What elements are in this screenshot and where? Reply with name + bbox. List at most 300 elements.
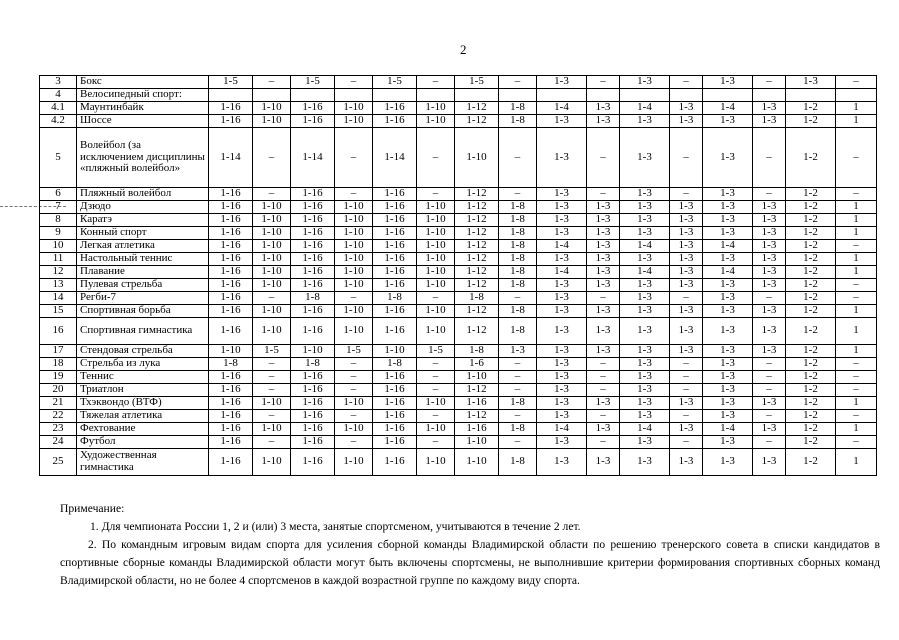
table-row (40, 436, 877, 449)
value-cell: – (836, 128, 877, 188)
value-cell: 1-2 (786, 449, 836, 476)
value-cell: 1-3 (537, 292, 587, 305)
value-cell: – (670, 371, 703, 384)
value-cell: 1-3 (537, 436, 587, 449)
value-cell: 1-3 (670, 240, 703, 253)
value-cell: – (670, 292, 703, 305)
value-cell: 1-3 (587, 253, 620, 266)
value-cell: 1-3 (786, 76, 836, 89)
value-cell: 1-16 (209, 115, 253, 128)
value-cell: 1-4 (703, 102, 753, 115)
value-cell: 1-3 (620, 345, 670, 358)
sport-name-cell: Стендовая стрельба (77, 345, 209, 358)
value-cell: 1-16 (291, 384, 335, 397)
value-cell: 1-3 (537, 201, 587, 214)
value-cell: 1-10 (335, 227, 373, 240)
value-cell: 1-8 (499, 266, 537, 279)
value-cell: 1-16 (455, 423, 499, 436)
value-cell: 1-16 (209, 423, 253, 436)
value-cell: 1-8 (499, 253, 537, 266)
value-cell: – (253, 188, 291, 201)
value-cell: 1-2 (786, 214, 836, 227)
value-cell: 1-10 (335, 305, 373, 318)
value-cell: – (417, 436, 455, 449)
value-cell: 1-2 (786, 253, 836, 266)
value-cell: – (499, 384, 537, 397)
value-cell: 1-3 (670, 449, 703, 476)
value-cell: 1-16 (373, 227, 417, 240)
value-cell: 1-10 (291, 345, 335, 358)
value-cell: 1-3 (703, 292, 753, 305)
value-cell: 1 (836, 266, 877, 279)
value-cell: 1-3 (703, 305, 753, 318)
value-cell: 1-8 (291, 292, 335, 305)
value-cell: 1-10 (335, 449, 373, 476)
sport-name-cell: Плавание (77, 266, 209, 279)
table-row (40, 318, 877, 345)
table-row (40, 384, 877, 397)
value-cell: 1-4 (537, 266, 587, 279)
value-cell: 1-5 (291, 76, 335, 89)
value-cell: 1-10 (335, 253, 373, 266)
value-cell: – (753, 436, 786, 449)
value-cell: 1-2 (786, 384, 836, 397)
value-cell: 1-16 (291, 423, 335, 436)
value-cell: – (499, 128, 537, 188)
value-cell: – (753, 292, 786, 305)
sport-name-cell: Фехтование (77, 423, 209, 436)
value-cell: – (335, 76, 373, 89)
value-cell: 1-3 (620, 384, 670, 397)
value-cell: 1-8 (499, 423, 537, 436)
value-cell: – (587, 371, 620, 384)
value-cell: 1-10 (417, 253, 455, 266)
value-cell: 1-3 (753, 227, 786, 240)
value-cell: 1-3 (587, 449, 620, 476)
value-cell: – (253, 76, 291, 89)
value-cell: – (587, 436, 620, 449)
value-cell: – (836, 410, 877, 423)
value-cell: 1-12 (455, 227, 499, 240)
value-cell: – (417, 358, 455, 371)
value-cell: – (499, 371, 537, 384)
sport-name-cell: Пулевая стрельба (77, 279, 209, 292)
row-number-cell: 4.2 (40, 115, 77, 128)
value-cell: 1-3 (670, 266, 703, 279)
value-cell: – (499, 292, 537, 305)
value-cell: 1-3 (703, 115, 753, 128)
value-cell: 1-3 (587, 305, 620, 318)
value-cell: – (499, 410, 537, 423)
value-cell: – (587, 384, 620, 397)
value-cell: 1-3 (753, 305, 786, 318)
value-cell: 1-16 (209, 397, 253, 410)
value-cell: – (335, 128, 373, 188)
value-cell: 1-12 (455, 305, 499, 318)
value-cell: 1-16 (455, 397, 499, 410)
value-cell: 1-10 (335, 214, 373, 227)
value-cell: – (753, 410, 786, 423)
value-cell: 1-10 (417, 201, 455, 214)
value-cell: 1-3 (753, 214, 786, 227)
value-cell: – (836, 292, 877, 305)
value-cell: 1-3 (587, 423, 620, 436)
table-row (40, 345, 877, 358)
value-cell: 1-16 (209, 188, 253, 201)
row-number-cell: 15 (40, 305, 77, 318)
value-cell: 1-16 (291, 449, 335, 476)
value-cell: – (253, 436, 291, 449)
table-row (40, 188, 877, 201)
value-cell: 1-12 (455, 201, 499, 214)
row-number-cell: 12 (40, 266, 77, 279)
value-cell: 1-16 (291, 227, 335, 240)
value-cell: 1-3 (587, 279, 620, 292)
value-cell: 1-16 (373, 240, 417, 253)
sport-name-cell: Тхэквондо (ВТФ) (77, 397, 209, 410)
row-number-cell: 22 (40, 410, 77, 423)
value-cell: 1-8 (499, 449, 537, 476)
value-cell: 1-2 (786, 423, 836, 436)
value-cell: 1-10 (253, 253, 291, 266)
value-cell: 1-3 (703, 201, 753, 214)
value-cell: 1-3 (753, 345, 786, 358)
value-cell: 1-3 (537, 410, 587, 423)
row-number-cell: 7 (40, 201, 77, 214)
value-cell: – (417, 292, 455, 305)
value-cell: 1-14 (209, 128, 253, 188)
value-cell: 1-16 (291, 436, 335, 449)
value-cell: 1-14 (373, 128, 417, 188)
value-cell: 1-3 (537, 128, 587, 188)
row-number-cell: 13 (40, 279, 77, 292)
value-cell: 1-3 (670, 318, 703, 345)
value-cell: 1-10 (253, 102, 291, 115)
value-cell: 1-2 (786, 102, 836, 115)
value-cell: 1-5 (373, 76, 417, 89)
table-row (40, 292, 877, 305)
value-cell: – (253, 410, 291, 423)
value-cell: 1-2 (786, 318, 836, 345)
table-row (40, 115, 877, 128)
value-cell: 1-12 (455, 102, 499, 115)
value-cell: 1-10 (335, 102, 373, 115)
value-cell: 1-10 (253, 201, 291, 214)
value-cell: 1-8 (499, 318, 537, 345)
value-cell: 1-8 (455, 345, 499, 358)
value-cell: 1-3 (620, 292, 670, 305)
value-cell: – (670, 384, 703, 397)
value-cell: 1-3 (670, 201, 703, 214)
value-cell: 1-12 (455, 410, 499, 423)
value-cell: – (836, 384, 877, 397)
sport-name-cell: Тяжелая атлетика (77, 410, 209, 423)
sport-name-cell: Конный спорт (77, 227, 209, 240)
value-cell: 1-14 (291, 128, 335, 188)
value-cell: 1-3 (670, 345, 703, 358)
value-cell: 1-3 (620, 318, 670, 345)
row-number-cell: 4 (40, 89, 77, 102)
value-cell: 1-16 (291, 266, 335, 279)
value-cell: 1-3 (620, 371, 670, 384)
value-cell: 1-16 (209, 102, 253, 115)
value-cell: 1-16 (209, 266, 253, 279)
sport-name-cell: Художественная гимнастика (77, 449, 209, 476)
value-cell: 1 (836, 397, 877, 410)
value-cell (417, 89, 455, 102)
notes-heading: Примечание: (60, 502, 125, 515)
value-cell: 1-3 (670, 397, 703, 410)
value-cell: 1 (836, 345, 877, 358)
value-cell: 1-12 (455, 279, 499, 292)
value-cell: 1-3 (620, 279, 670, 292)
value-cell: 1-16 (373, 397, 417, 410)
value-cell (753, 89, 786, 102)
value-cell: 1-12 (455, 266, 499, 279)
value-cell: 1-2 (786, 201, 836, 214)
value-cell: 1-3 (670, 102, 703, 115)
value-cell: 1-3 (703, 345, 753, 358)
row-number-cell: 4.1 (40, 102, 77, 115)
value-cell: 1-10 (335, 240, 373, 253)
value-cell (455, 89, 499, 102)
value-cell: 1-3 (753, 102, 786, 115)
table-row (40, 397, 877, 410)
value-cell (253, 89, 291, 102)
value-cell: 1-3 (753, 423, 786, 436)
value-cell: 1-16 (209, 227, 253, 240)
value-cell: – (587, 358, 620, 371)
value-cell: 1-3 (670, 227, 703, 240)
value-cell: 1-16 (291, 115, 335, 128)
value-cell: 1-2 (786, 397, 836, 410)
value-cell: 1-16 (291, 371, 335, 384)
value-cell: 1-10 (253, 266, 291, 279)
value-cell: 1-3 (753, 318, 786, 345)
value-cell: 1-10 (417, 305, 455, 318)
sport-name-cell: Каратэ (77, 214, 209, 227)
value-cell: 1-16 (373, 253, 417, 266)
row-number-cell: 11 (40, 253, 77, 266)
row-number-cell: 21 (40, 397, 77, 410)
table-row (40, 201, 877, 214)
value-cell: 1-10 (209, 345, 253, 358)
value-cell: 1-10 (253, 397, 291, 410)
value-cell (335, 89, 373, 102)
value-cell: – (670, 436, 703, 449)
value-cell: 1-2 (786, 292, 836, 305)
sport-name-cell: Маунтинбайк (77, 102, 209, 115)
value-cell: 1-12 (455, 318, 499, 345)
value-cell: 1-16 (209, 318, 253, 345)
value-cell: 1 (836, 214, 877, 227)
value-cell: 1-4 (703, 240, 753, 253)
value-cell: 1-2 (786, 188, 836, 201)
value-cell: 1-4 (620, 423, 670, 436)
value-cell: – (836, 188, 877, 201)
note-2: 2. По командным игровым видам спорта для усиления сборной команды Владимирской области по решению тренерского совета в списки кандидатов в спортивные сборные команды Владимирской области могут быть включены спортсмены, не выполнившие критерии формирования спортивных сборных команд Владимирской области, но не более 4 спортсменов в каждой возрастной группе по каждому виду спорта. (60, 537, 880, 587)
value-cell: 1-10 (253, 214, 291, 227)
value-cell: 1-16 (209, 436, 253, 449)
row-number-cell: 19 (40, 371, 77, 384)
value-cell: – (253, 384, 291, 397)
value-cell: 1-2 (786, 371, 836, 384)
table-row (40, 266, 877, 279)
row-number-cell: 20 (40, 384, 77, 397)
value-cell: 1-2 (786, 345, 836, 358)
value-cell: 1-10 (417, 102, 455, 115)
value-cell: 1-5 (335, 345, 373, 358)
value-cell: 1-4 (537, 423, 587, 436)
value-cell: 1-3 (753, 240, 786, 253)
value-cell: 1-16 (373, 102, 417, 115)
value-cell: 1-10 (455, 436, 499, 449)
value-cell (587, 89, 620, 102)
value-cell: 1-8 (499, 240, 537, 253)
value-cell: 1-3 (703, 76, 753, 89)
value-cell: 1 (836, 253, 877, 266)
value-cell: 1-16 (291, 188, 335, 201)
value-cell: 1-16 (209, 371, 253, 384)
value-cell: 1-3 (753, 279, 786, 292)
value-cell: 1-3 (620, 358, 670, 371)
value-cell: 1 (836, 227, 877, 240)
value-cell: 1-3 (670, 279, 703, 292)
criteria-table (39, 75, 877, 476)
value-cell: 1-3 (587, 397, 620, 410)
value-cell: – (253, 128, 291, 188)
value-cell: 1-10 (417, 397, 455, 410)
value-cell: – (836, 279, 877, 292)
value-cell: 1-10 (417, 214, 455, 227)
value-cell: 1-10 (335, 266, 373, 279)
value-cell: – (670, 188, 703, 201)
sport-name-cell: Теннис (77, 371, 209, 384)
row-number-cell: 8 (40, 214, 77, 227)
value-cell: 1-12 (455, 253, 499, 266)
value-cell: – (587, 188, 620, 201)
value-cell (670, 89, 703, 102)
value-cell (291, 89, 335, 102)
value-cell: – (417, 384, 455, 397)
value-cell: 1-10 (335, 423, 373, 436)
value-cell: – (253, 358, 291, 371)
value-cell: – (670, 76, 703, 89)
value-cell: 1-16 (209, 240, 253, 253)
value-cell: 1-16 (291, 214, 335, 227)
table-row (40, 358, 877, 371)
value-cell: 1-3 (703, 371, 753, 384)
value-cell: 1-16 (373, 423, 417, 436)
value-cell: – (753, 358, 786, 371)
value-cell: – (253, 292, 291, 305)
value-cell: 1-3 (703, 128, 753, 188)
row-number-cell: 23 (40, 423, 77, 436)
value-cell: – (417, 128, 455, 188)
table-row (40, 410, 877, 423)
value-cell: 1-16 (209, 449, 253, 476)
value-cell: 1-3 (537, 227, 587, 240)
value-cell: 1-16 (209, 292, 253, 305)
value-cell: 1-3 (703, 227, 753, 240)
row-number-cell: 6 (40, 188, 77, 201)
value-cell: 1-3 (587, 318, 620, 345)
value-cell: 1 (836, 423, 877, 436)
value-cell: 1-3 (620, 449, 670, 476)
value-cell: 1-3 (587, 115, 620, 128)
value-cell: 1-10 (253, 449, 291, 476)
value-cell: 1-3 (537, 115, 587, 128)
value-cell: 1-16 (373, 188, 417, 201)
row-number-cell: 25 (40, 449, 77, 476)
value-cell: 1-3 (753, 201, 786, 214)
value-cell: 1 (836, 318, 877, 345)
value-cell: 1-16 (373, 371, 417, 384)
value-cell: – (587, 76, 620, 89)
sport-name-cell: Футбол (77, 436, 209, 449)
value-cell: – (836, 371, 877, 384)
value-cell: 1-16 (373, 410, 417, 423)
value-cell: – (335, 292, 373, 305)
value-cell: 1-2 (786, 227, 836, 240)
value-cell: 1-8 (373, 358, 417, 371)
sport-name-cell: Триатлон (77, 384, 209, 397)
value-cell: 1-3 (670, 115, 703, 128)
value-cell (209, 89, 253, 102)
sport-name-cell: Дзюдо (77, 201, 209, 214)
row-number-cell: 24 (40, 436, 77, 449)
value-cell: 1-10 (417, 318, 455, 345)
value-cell: 1-8 (499, 279, 537, 292)
value-cell: 1-10 (417, 227, 455, 240)
value-cell: 1-16 (373, 214, 417, 227)
value-cell (786, 89, 836, 102)
value-cell: 1-3 (703, 188, 753, 201)
value-cell: – (335, 384, 373, 397)
value-cell: 1-16 (373, 305, 417, 318)
value-cell: 1-3 (620, 214, 670, 227)
value-cell: 1-10 (417, 240, 455, 253)
value-cell: 1-8 (291, 358, 335, 371)
row-number-cell: 18 (40, 358, 77, 371)
value-cell: – (417, 410, 455, 423)
value-cell: 1-10 (253, 305, 291, 318)
value-cell: 1-12 (455, 384, 499, 397)
value-cell: 1-5 (417, 345, 455, 358)
value-cell: 1-3 (670, 305, 703, 318)
value-cell (537, 89, 587, 102)
value-cell: 1-4 (620, 266, 670, 279)
value-cell: 1-3 (537, 76, 587, 89)
value-cell: 1-8 (499, 227, 537, 240)
value-cell: 1-2 (786, 436, 836, 449)
sport-name-cell: Пляжный волейбол (77, 188, 209, 201)
value-cell: 1 (836, 305, 877, 318)
value-cell: 1-2 (786, 410, 836, 423)
row-number-cell: 9 (40, 227, 77, 240)
value-cell: 1-3 (670, 253, 703, 266)
value-cell: 1-3 (703, 214, 753, 227)
value-cell: 1-3 (537, 279, 587, 292)
value-cell: 1-10 (253, 240, 291, 253)
value-cell: 1-2 (786, 279, 836, 292)
value-cell: – (753, 128, 786, 188)
value-cell: 1-3 (620, 397, 670, 410)
value-cell: 1-3 (670, 423, 703, 436)
value-cell: – (587, 292, 620, 305)
value-cell: – (499, 358, 537, 371)
value-cell: 1-8 (499, 102, 537, 115)
